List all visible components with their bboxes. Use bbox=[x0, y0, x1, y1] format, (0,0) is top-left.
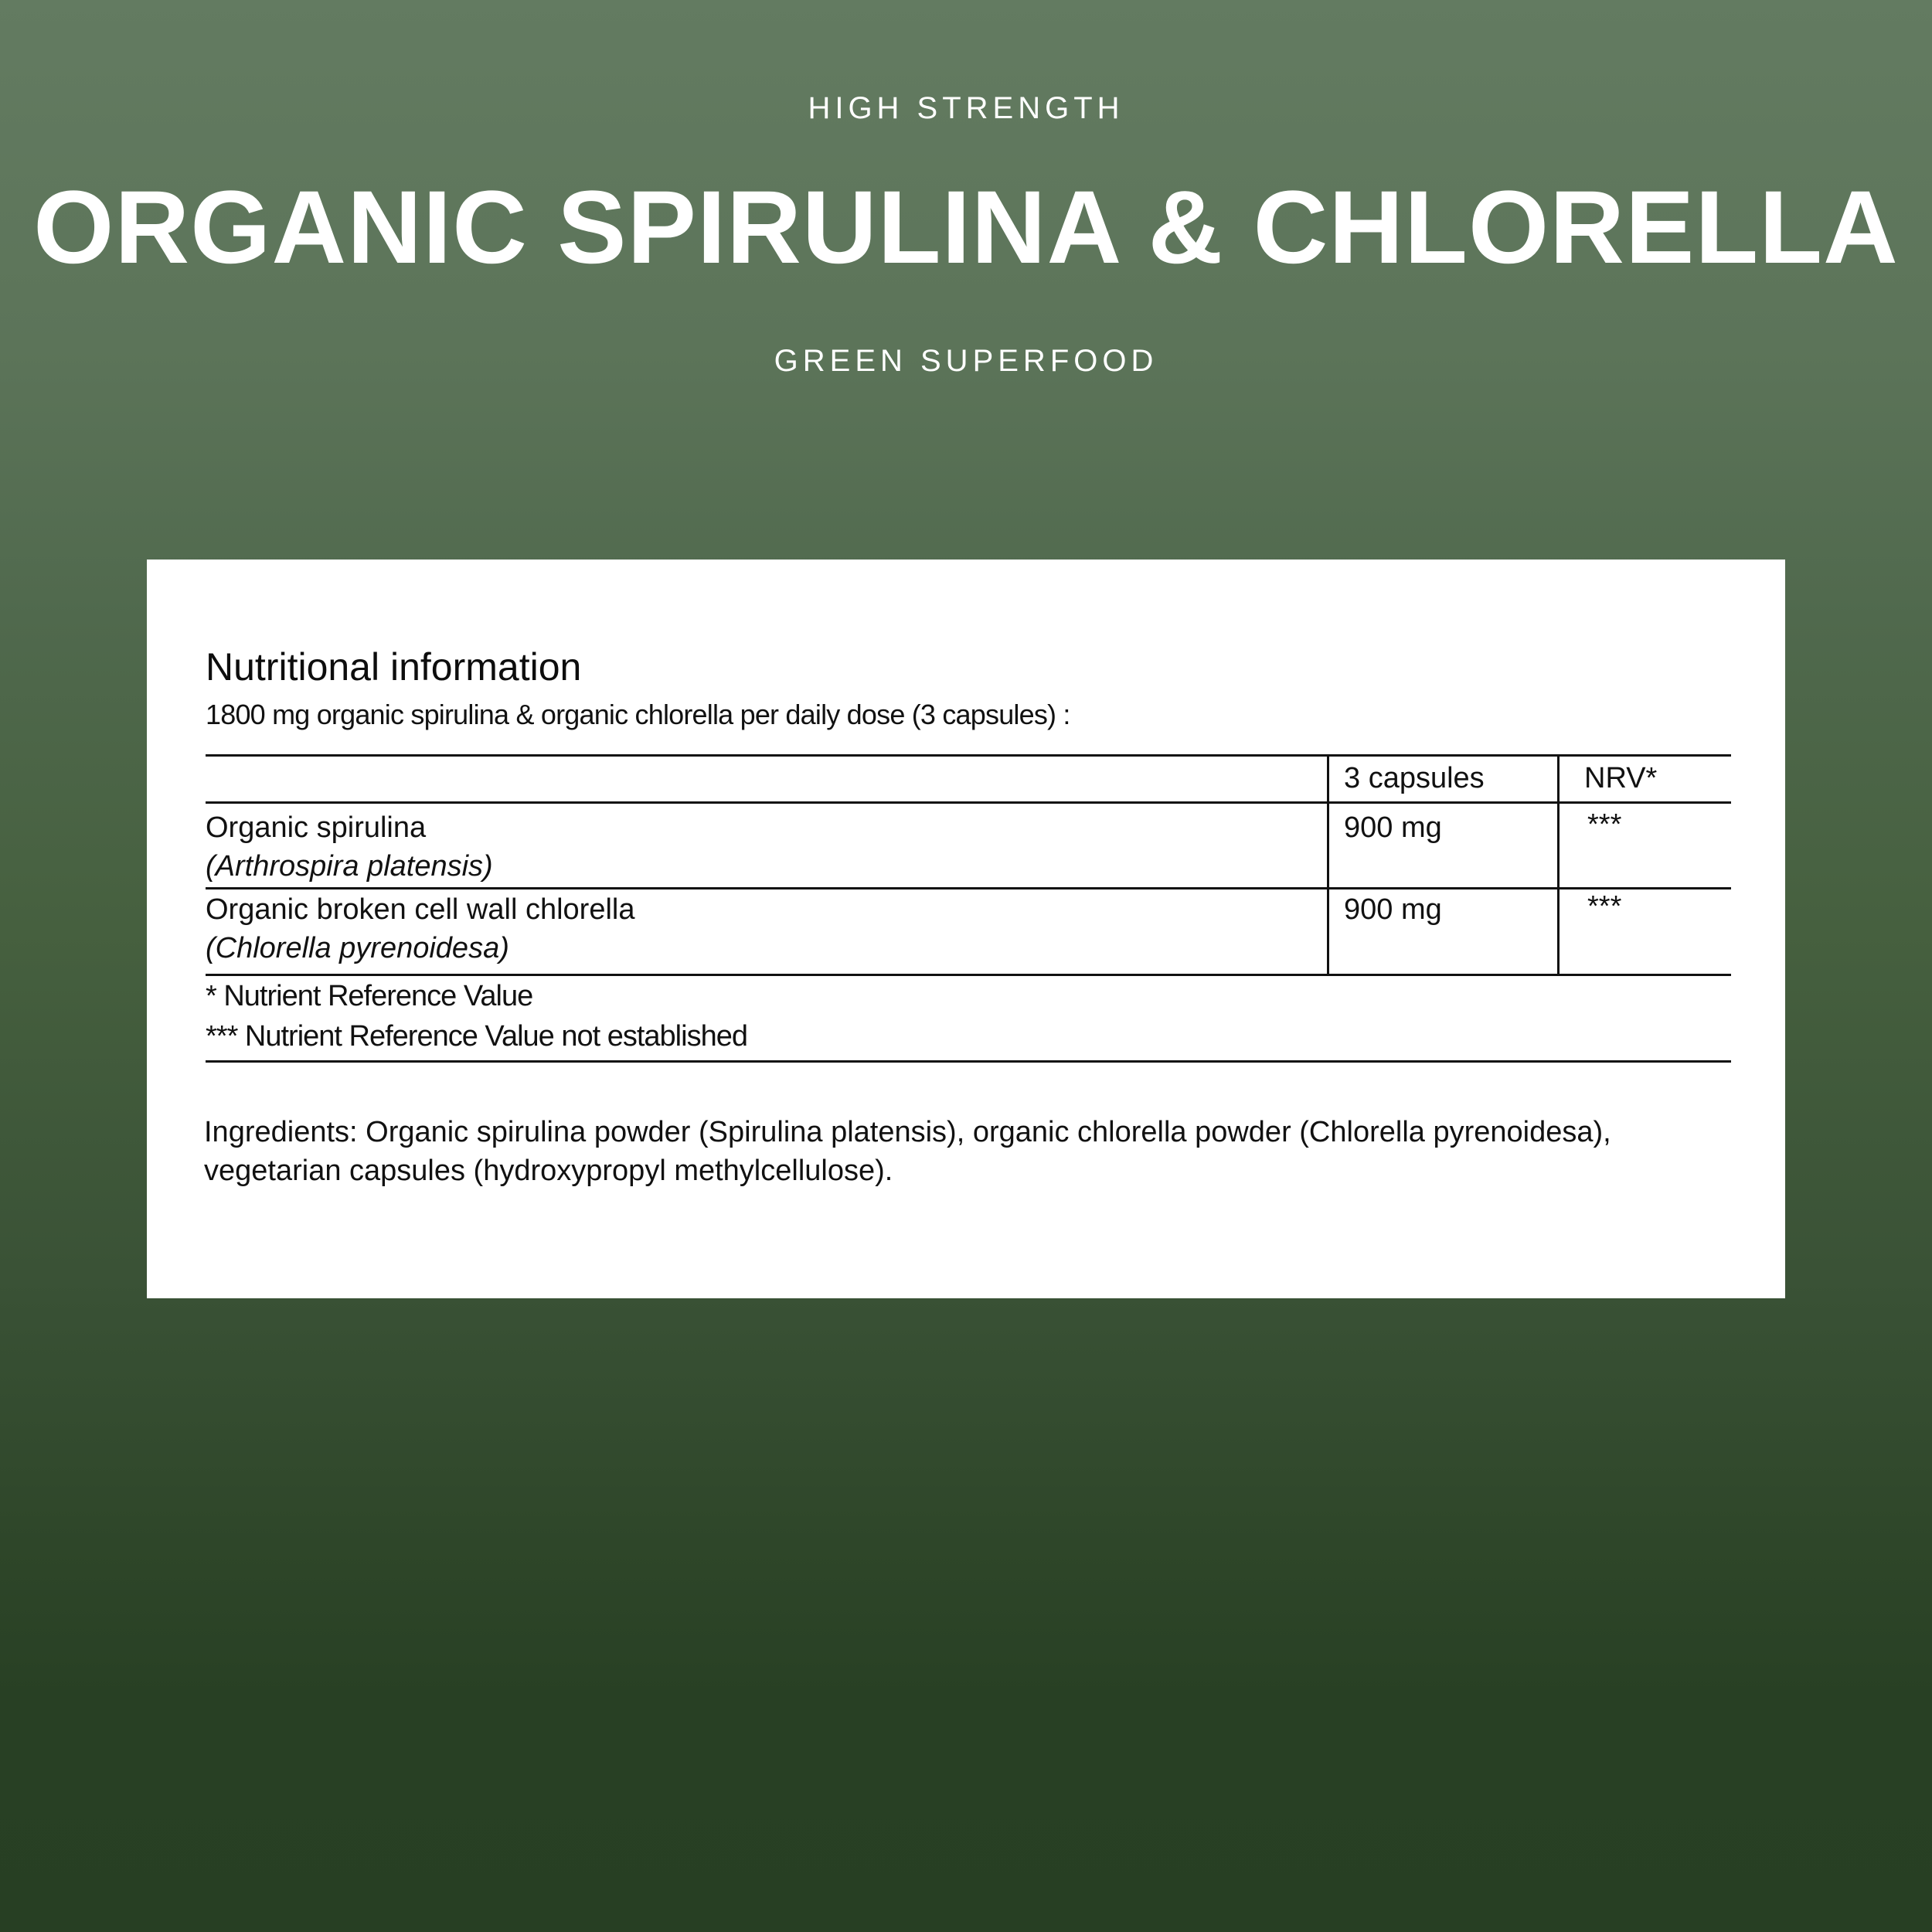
eyebrow-label: HIGH STRENGTH bbox=[808, 91, 1124, 125]
ingredients-text: Ingredients: Organic spirulina powder (Spirulina platensis), organic chlorella powder (Chlorella pyrenoidesa), vegetarian capsules (hydroxypropyl methylcellulose). bbox=[204, 1116, 1611, 1187]
table-header-rule bbox=[206, 801, 1731, 804]
nutrient-latin-name: (Chlorella pyrenoidesa) bbox=[206, 932, 509, 964]
footnote-bottom-rule bbox=[206, 1060, 1731, 1063]
column-header-amount: 3 capsules bbox=[1344, 762, 1485, 794]
nutrition-title: Nutritional information bbox=[206, 645, 582, 689]
nutrient-cell bbox=[206, 808, 493, 886]
nutrition-subtitle: 1800 mg organic spirulina & organic chlorella per daily dose (3 capsules) : bbox=[206, 699, 1070, 730]
table-bottom-rule bbox=[206, 974, 1731, 976]
amount-cell: 900 mg bbox=[1344, 893, 1442, 926]
column-divider-amount bbox=[1327, 754, 1329, 976]
nutrition-card bbox=[147, 560, 1785, 1298]
product-title: ORGANIC SPIRULINA & CHLORELLA bbox=[33, 170, 1899, 285]
column-divider-nrv bbox=[1557, 754, 1560, 976]
nutrient-latin-name: (Arthrospira platensis) bbox=[206, 850, 493, 883]
nrv-cell: *** bbox=[1587, 808, 1622, 841]
column-header-nrv: NRV* bbox=[1584, 762, 1658, 794]
table-row-rule bbox=[206, 887, 1731, 889]
nutrient-name: Organic broken cell wall chlorella bbox=[206, 893, 635, 926]
nrv-cell: *** bbox=[1587, 890, 1622, 923]
nutrition-card-content bbox=[206, 560, 1731, 1298]
nutrient-name: Organic spirulina bbox=[206, 811, 427, 844]
nutrient-cell bbox=[206, 890, 634, 968]
amount-cell: 900 mg bbox=[1344, 811, 1442, 844]
product-subtitle: GREEN SUPERFOOD bbox=[774, 344, 1158, 378]
table-top-rule bbox=[206, 754, 1731, 757]
footnote-nrv: * Nutrient Reference Value bbox=[206, 980, 533, 1012]
footnote-nrv-not-established: *** Nutrient Reference Value not established bbox=[206, 1020, 747, 1053]
